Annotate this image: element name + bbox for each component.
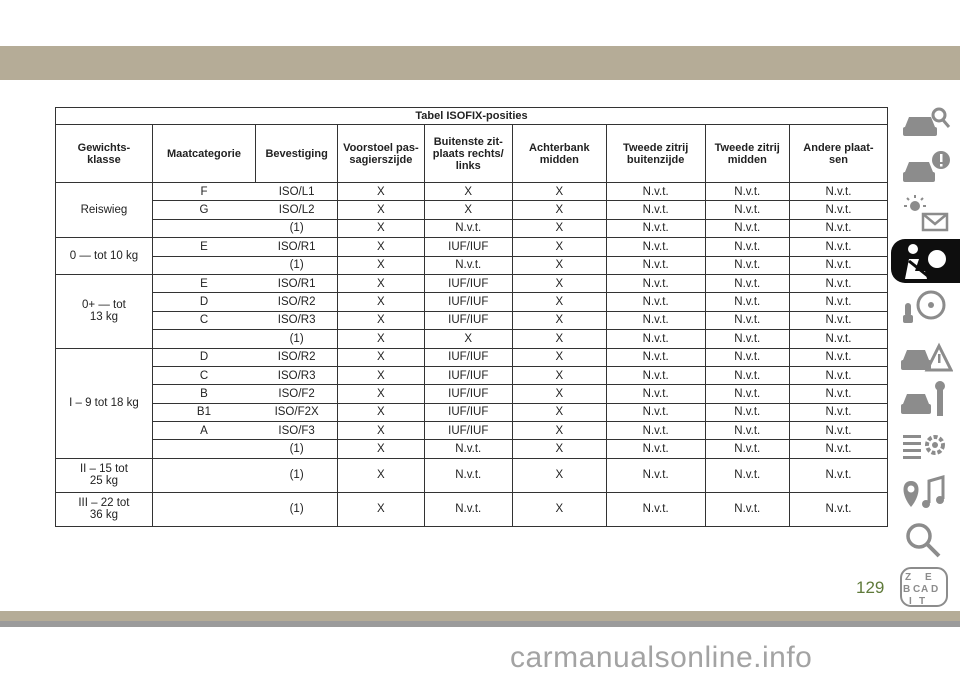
car-wrench-icon: [899, 380, 953, 422]
table-cell: ISO/R2: [256, 348, 338, 366]
search-magnifier-icon: [899, 520, 953, 562]
table-cell: [152, 330, 255, 348]
specifications-gear-icon: [899, 427, 953, 469]
table-cell: X: [338, 274, 424, 292]
sidebar-tab[interactable]: [891, 518, 960, 562]
table-cell: X: [512, 440, 606, 458]
table-cell: N.v.t.: [606, 330, 705, 348]
table-row: [56, 256, 888, 274]
table-cell: X: [512, 492, 606, 526]
table-cell: N.v.t.: [789, 183, 887, 201]
table-cell: X: [424, 330, 512, 348]
table-cell: X: [338, 219, 424, 237]
sidebar-tab[interactable]: [891, 239, 960, 283]
table-cell: [152, 256, 255, 274]
table-cell: IUF/IUF: [424, 348, 512, 366]
table-cell: X: [338, 348, 424, 366]
weight-class-cell: 0 — tot 10 kg: [56, 238, 153, 275]
table-row: [56, 440, 888, 458]
table-cell: N.v.t.: [606, 366, 705, 384]
top-color-band: [0, 46, 960, 80]
table-cell: X: [338, 330, 424, 348]
table-cell: X: [512, 293, 606, 311]
table-cell: X: [338, 256, 424, 274]
table-cell: N.v.t.: [424, 458, 512, 492]
table-cell: N.v.t.: [789, 422, 887, 440]
table-cell: F: [152, 183, 255, 201]
table-cell: N.v.t.: [424, 440, 512, 458]
weight-class-cell: III – 22 tot 36 kg: [56, 492, 153, 526]
table-cell: IUF/IUF: [424, 311, 512, 329]
table-row: [56, 219, 888, 237]
multimedia-music-location-icon: [899, 473, 953, 515]
table-cell: N.v.t.: [606, 238, 705, 256]
table-cell: N.v.t.: [705, 256, 789, 274]
table-cell: N.v.t.: [705, 492, 789, 526]
table-cell: X: [338, 422, 424, 440]
table-cell: N.v.t.: [606, 422, 705, 440]
table-cell: (1): [256, 219, 338, 237]
table-cell: N.v.t.: [789, 458, 887, 492]
table-cell: N.v.t.: [705, 311, 789, 329]
table-cell: N.v.t.: [606, 219, 705, 237]
sidebar-tab[interactable]: [891, 471, 960, 515]
table-cell: X: [338, 385, 424, 403]
table-cell: N.v.t.: [705, 348, 789, 366]
table-cell: N.v.t.: [789, 348, 887, 366]
table-cell: N.v.t.: [424, 219, 512, 237]
table-cell: N.v.t.: [705, 422, 789, 440]
table-cell: N.v.t.: [789, 492, 887, 526]
weight-class-cell: 0+ — tot 13 kg: [56, 274, 153, 348]
table-cell: N.v.t.: [606, 256, 705, 274]
table-row: [56, 201, 888, 219]
sidebar-tab[interactable]: [891, 425, 960, 469]
column-header: Bevestiging: [256, 125, 338, 183]
table-row: [56, 492, 888, 526]
table-cell: N.v.t.: [424, 492, 512, 526]
index-letter: B: [903, 584, 911, 595]
table-row: [56, 385, 888, 403]
table-cell: X: [512, 385, 606, 403]
table-cell: X: [338, 458, 424, 492]
page-number: 129: [856, 578, 885, 597]
table-cell: C: [152, 366, 255, 384]
column-header: Gewichts- klasse: [56, 125, 153, 183]
table-cell: N.v.t.: [606, 274, 705, 292]
table-cell: N.v.t.: [606, 293, 705, 311]
table-cell: [152, 440, 255, 458]
table-cell: X: [338, 201, 424, 219]
table-cell: N.v.t.: [705, 385, 789, 403]
table-cell: N.v.t.: [606, 440, 705, 458]
table-cell: X: [512, 256, 606, 274]
table-row: [56, 422, 888, 440]
table-cell: ISO/R3: [256, 311, 338, 329]
table-cell: ISO/R1: [256, 238, 338, 256]
table-cell: IUF/IUF: [424, 366, 512, 384]
table-cell: X: [512, 403, 606, 421]
table-cell: N.v.t.: [705, 458, 789, 492]
table-cell: IUF/IUF: [424, 422, 512, 440]
table-cell: X: [512, 183, 606, 201]
table-cell: X: [424, 183, 512, 201]
table-title: Tabel ISOFIX-posities: [56, 108, 888, 125]
sidebar-tab[interactable]: [891, 192, 960, 236]
table-cell: N.v.t.: [606, 311, 705, 329]
sidebar-tab[interactable]: [891, 146, 960, 190]
table-cell: ISO/L2: [256, 201, 338, 219]
index-letter: I: [909, 596, 912, 607]
column-header: Tweede zitrij buitenzijde: [606, 125, 705, 183]
table-cell: X: [512, 366, 606, 384]
table-cell: N.v.t.: [424, 256, 512, 274]
isofix-positions-table: [55, 107, 888, 527]
sidebar-tab[interactable]: [891, 99, 960, 143]
table-cell: [152, 219, 255, 237]
column-header: Achterbank midden: [512, 125, 606, 183]
warning-light-message-icon: [899, 194, 953, 236]
table-cell: (1): [256, 440, 338, 458]
table-cell: A: [152, 422, 255, 440]
table-row: [56, 330, 888, 348]
table-cell: N.v.t.: [705, 330, 789, 348]
index-letter: Z: [905, 572, 912, 583]
table-cell: ISO/R1: [256, 274, 338, 292]
table-cell: ISO/R3: [256, 366, 338, 384]
table-cell: X: [512, 311, 606, 329]
sidebar-tab[interactable]: [891, 332, 960, 376]
table-cell: [152, 492, 255, 526]
table-cell: ISO/L1: [256, 183, 338, 201]
table-cell: N.v.t.: [789, 385, 887, 403]
table-cell: N.v.t.: [705, 238, 789, 256]
column-header: Tweede zitrij midden: [705, 125, 789, 183]
table-row: [56, 403, 888, 421]
table-cell: X: [512, 348, 606, 366]
car-hazard-icon: [899, 334, 953, 376]
table-cell: X: [512, 274, 606, 292]
table-cell: G: [152, 201, 255, 219]
watermark: carmanualsonline.info: [510, 641, 813, 674]
table-cell: D: [152, 348, 255, 366]
table-row: [56, 274, 888, 292]
index-letter: E: [925, 572, 932, 583]
bottom-grey-band: [0, 621, 960, 627]
sidebar-tab[interactable]: [891, 564, 960, 608]
table-cell: N.v.t.: [705, 293, 789, 311]
table-cell: ISO/F3: [256, 422, 338, 440]
table-cell: IUF/IUF: [424, 293, 512, 311]
weight-class-cell: II – 15 tot 25 kg: [56, 458, 153, 492]
table-cell: X: [338, 492, 424, 526]
sidebar-tab[interactable]: [891, 285, 960, 329]
table-cell: N.v.t.: [789, 201, 887, 219]
column-header: Maatcategorie: [152, 125, 255, 183]
table-cell: N.v.t.: [705, 366, 789, 384]
table-cell: X: [338, 440, 424, 458]
table-cell: ISO/R2: [256, 293, 338, 311]
table-cell: N.v.t.: [606, 201, 705, 219]
table-cell: E: [152, 274, 255, 292]
table-cell: N.v.t.: [789, 293, 887, 311]
table-cell: X: [338, 403, 424, 421]
table-cell: E: [152, 238, 255, 256]
column-header: Andere plaat- sen: [789, 125, 887, 183]
table-cell: D: [152, 293, 255, 311]
index-letter: A: [921, 584, 929, 595]
table-cell: N.v.t.: [705, 403, 789, 421]
table-cell: X: [512, 330, 606, 348]
table-cell: X: [338, 293, 424, 311]
weight-class-cell: Reiswieg: [56, 183, 153, 238]
table-cell: (1): [256, 458, 338, 492]
table-row: [56, 348, 888, 366]
table-cell: N.v.t.: [705, 274, 789, 292]
car-info-icon: [899, 148, 953, 190]
table-cell: N.v.t.: [606, 458, 705, 492]
table-cell: X: [424, 201, 512, 219]
table-cell: B: [152, 385, 255, 403]
table-cell: X: [512, 422, 606, 440]
table-row: [56, 293, 888, 311]
table-cell: N.v.t.: [789, 366, 887, 384]
table-cell: N.v.t.: [705, 183, 789, 201]
key-steering-wheel-icon: [899, 287, 953, 329]
car-magnifier-icon: [899, 101, 953, 143]
table-cell: N.v.t.: [606, 348, 705, 366]
table-cell: X: [512, 458, 606, 492]
table-cell: N.v.t.: [705, 219, 789, 237]
table-cell: N.v.t.: [789, 440, 887, 458]
table-cell: N.v.t.: [789, 311, 887, 329]
table-cell: (1): [256, 256, 338, 274]
table-cell: X: [512, 201, 606, 219]
index-letter: T: [919, 596, 926, 607]
table-cell: X: [338, 183, 424, 201]
table-cell: N.v.t.: [705, 201, 789, 219]
bottom-color-band: [0, 611, 960, 621]
table-cell: N.v.t.: [606, 403, 705, 421]
table-row: [56, 366, 888, 384]
seat-safety-airbag-icon: [899, 241, 953, 283]
table-cell: IUF/IUF: [424, 238, 512, 256]
table-cell: X: [338, 238, 424, 256]
table-cell: N.v.t.: [606, 183, 705, 201]
table-row: [56, 458, 888, 492]
table-cell: IUF/IUF: [424, 385, 512, 403]
table-cell: [152, 458, 255, 492]
table-row: [56, 183, 888, 201]
sidebar-tab[interactable]: [891, 378, 960, 422]
table-cell: N.v.t.: [789, 274, 887, 292]
weight-class-cell: I – 9 tot 18 kg: [56, 348, 153, 458]
table-cell: ISO/F2X: [256, 403, 338, 421]
table-cell: IUF/IUF: [424, 274, 512, 292]
column-header: Buitenste zit- plaats rechts/ links: [424, 125, 512, 183]
table-cell: C: [152, 311, 255, 329]
table-cell: X: [512, 238, 606, 256]
table-cell: B1: [152, 403, 255, 421]
table-cell: N.v.t.: [789, 403, 887, 421]
table-cell: N.v.t.: [789, 238, 887, 256]
column-header: Voorstoel pas- sagierszijde: [338, 125, 424, 183]
table-cell: N.v.t.: [789, 256, 887, 274]
table-cell: N.v.t.: [789, 330, 887, 348]
table-cell: (1): [256, 330, 338, 348]
table-cell: ISO/F2: [256, 385, 338, 403]
table-cell: X: [338, 311, 424, 329]
table-cell: X: [338, 366, 424, 384]
table-cell: (1): [256, 492, 338, 526]
table-cell: N.v.t.: [606, 385, 705, 403]
table-cell: N.v.t.: [606, 492, 705, 526]
table-cell: N.v.t.: [705, 440, 789, 458]
table-cell: IUF/IUF: [424, 403, 512, 421]
index-letter: C: [913, 584, 921, 595]
index-letter: D: [931, 584, 939, 595]
table-row: [56, 238, 888, 256]
table-cell: X: [512, 219, 606, 237]
table-cell: N.v.t.: [789, 219, 887, 237]
table-row: [56, 311, 888, 329]
